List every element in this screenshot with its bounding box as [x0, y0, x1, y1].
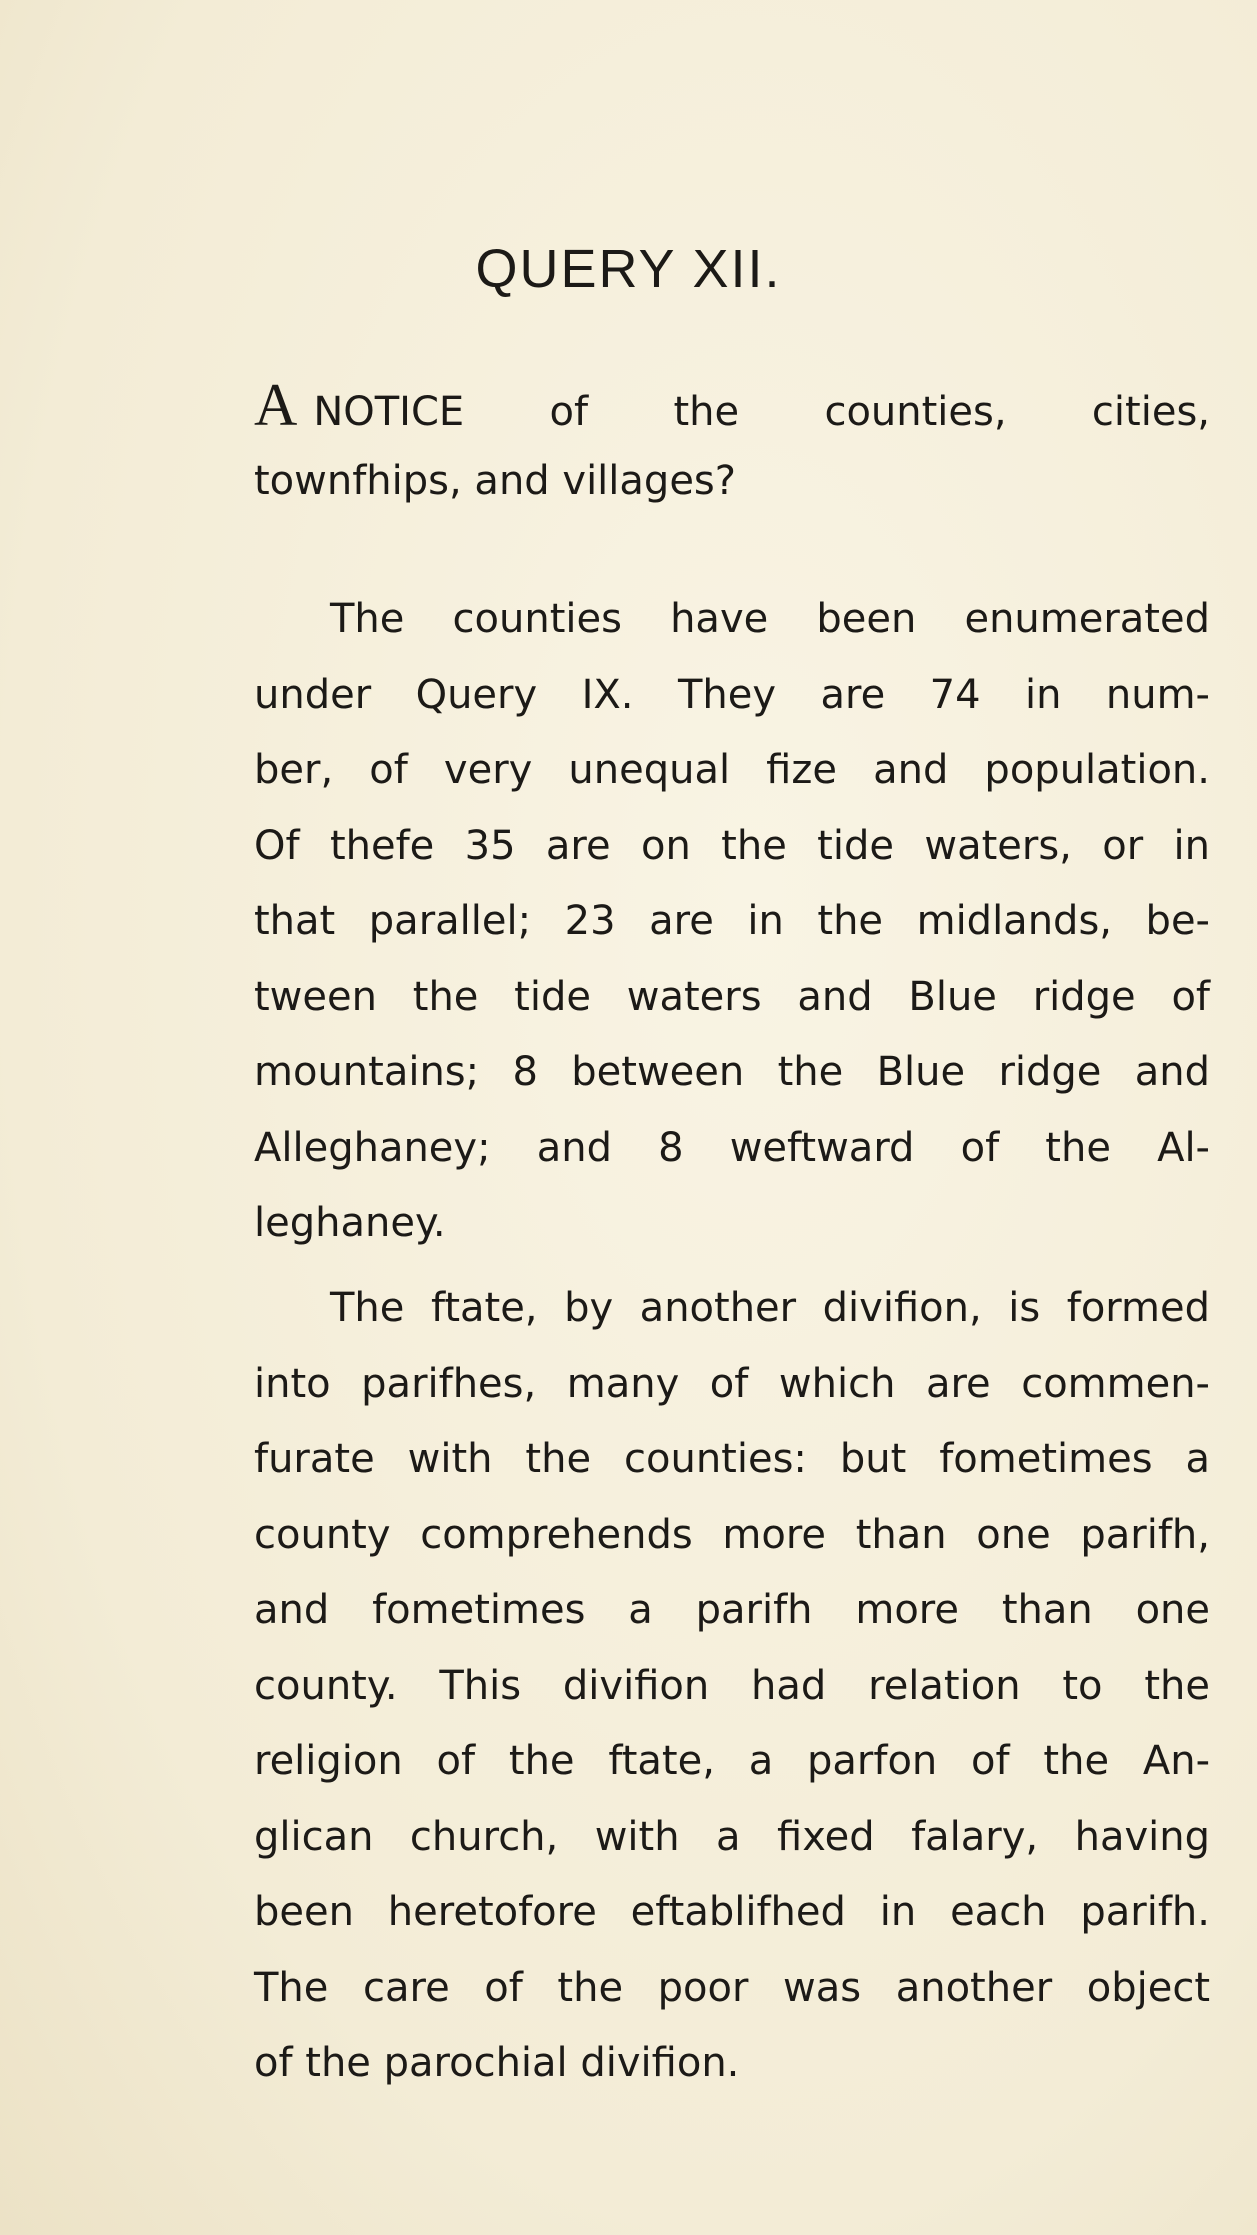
paragraph-line: that parallel; 23 are in the midlands, be- — [254, 898, 1210, 944]
paragraph-line: glican church, with a fixed falary, having — [254, 1813, 1210, 1860]
paragraph-line: and fometimes a parifh more than one — [254, 1587, 1210, 1633]
paragraph-line: Alleghaney; and 8 weftward of the Al- — [254, 1124, 1210, 1171]
paragraph-line: mountains; 8 between the Blue ridge and — [254, 1049, 1210, 1095]
query-line-1 — [254, 368, 1210, 444]
paragraph-line: The ftate, by another divifion, is formed — [330, 1285, 1210, 1331]
paragraph-line: county comprehends more than one parifh, — [254, 1511, 1210, 1558]
paragraph-parishes — [254, 1271, 1210, 2102]
drop-cap: A — [254, 372, 298, 438]
query-line-2: townfhips, and villages? — [254, 457, 736, 504]
paragraph-line: ber, of very unequal fize and population. — [254, 747, 1210, 793]
paragraph-line: leghaney. — [254, 1200, 446, 1246]
paragraph-line: The counties have been enumerated — [330, 596, 1210, 642]
paragraph-line: The care of the poor was another object — [254, 1964, 1210, 2011]
paragraph-line: county. This divifion had relation to the — [254, 1662, 1210, 1709]
paragraph-line: furate with the counties: but fometimes a — [254, 1436, 1210, 1482]
paragraph-line: under Query IX. They are 74 in num- — [254, 671, 1210, 718]
paragraph-line: into parifhes, many of which are commen- — [254, 1360, 1210, 1407]
paragraph-line: of the parochial divifion. — [254, 2040, 740, 2086]
paragraph-line: tween the tide waters and Blue ridge of — [254, 973, 1210, 1020]
query-question — [254, 368, 1210, 519]
paragraph-counties — [254, 582, 1210, 1262]
page-heading: QUERY XII. — [475, 239, 782, 299]
paragraph-line: religion of the ftate, a parfon of the An- — [254, 1738, 1210, 1784]
query-line-1-text: NOTICE of the counties, cities, — [313, 389, 1210, 435]
paragraph-line: Of thefe 35 are on the tide waters, or in — [254, 822, 1210, 869]
paragraph-line: been heretofore eftablifhed in each parifh. — [254, 1889, 1210, 1935]
